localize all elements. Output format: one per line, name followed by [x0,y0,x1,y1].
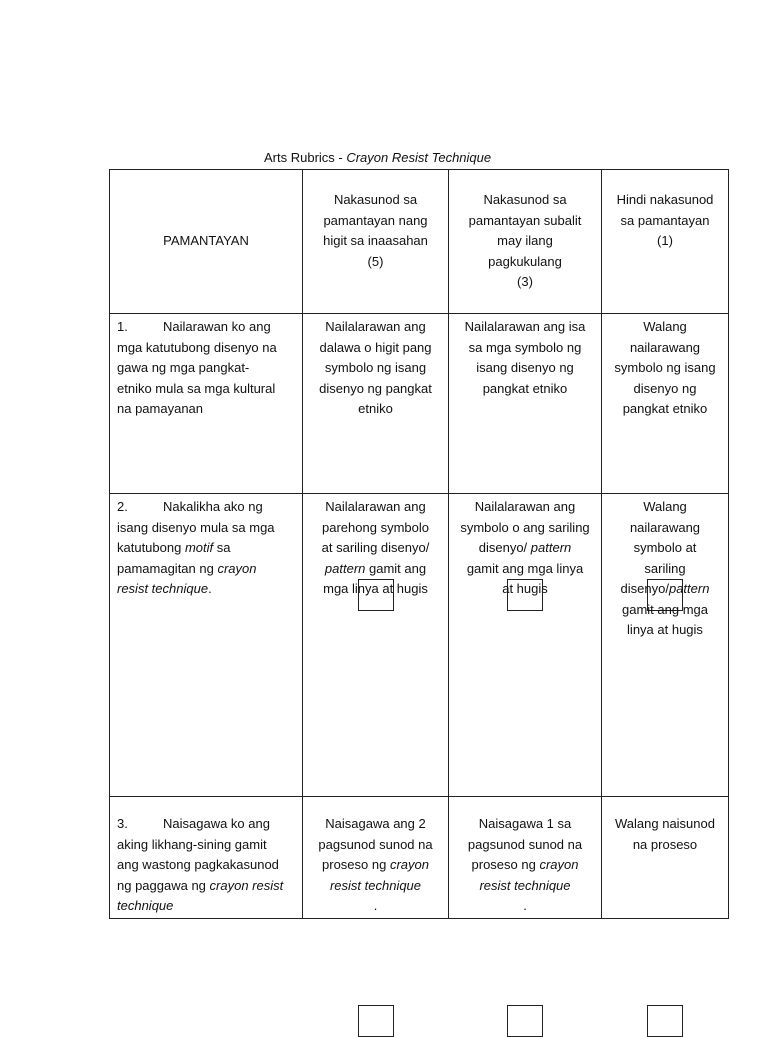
text-line: pangkat etniko [482,380,568,396]
text-line: na pamayanan [117,401,204,416]
text-line: nailarawang [629,519,701,535]
italic-term: resist technique [479,877,571,893]
text-line: sariling [644,560,686,576]
italic-term: resist technique [117,581,209,596]
text-line: Nakasunod sa [483,192,567,207]
text-line: pagsunod sunod na [467,836,583,852]
criterion-number: 1. [117,319,128,334]
text-line: (1) [657,233,673,248]
text-line: isang disenyo mula sa mga [117,519,275,535]
text-line: Walang naisunod [615,816,715,831]
criterion-first-line: Nailarawan ko ang [163,319,271,334]
criterion-text [117,518,296,600]
level-1-cell-1 [602,314,729,494]
italic-term: motif [184,540,214,555]
header-criteria-cell [110,170,303,314]
text-line: etniko mula sa mga kultural [117,380,276,396]
level-5-description [303,494,448,600]
text-line [307,876,444,897]
text-line: dalawa o higit pang [319,339,432,355]
level-5-cell-3 [303,797,449,919]
text-line: resist technique. [117,581,212,596]
level-3-cell-1 [449,314,602,494]
score-checkbox[interactable] [358,1005,394,1037]
text-line [117,896,296,917]
header-level-5 [303,170,448,272]
level-3-description [449,494,601,600]
criterion-row-2 [110,494,729,797]
level-5-cell-1 [303,314,449,494]
text-line: Walang [643,319,687,334]
criterion-text [117,338,296,420]
text-line: (5) [367,253,384,269]
italic-term: pattern [324,560,366,576]
criterion-text [117,835,296,917]
text-line: linya at hugis [627,622,703,637]
level-3-description [449,797,601,917]
text-line: ng paggawa ng crayon resist [117,877,284,893]
header-row [110,170,729,314]
text-line: Naisagawa ang 2 [325,816,426,831]
text-line: Nailalarawan ang isa [464,319,586,334]
criterion-cell-2 [110,494,303,797]
criterion-number: 2. [117,499,128,514]
text-line: disenyo/pattern [620,581,710,596]
italic-term: technique [117,898,174,913]
text-line: isang disenyo ng [476,360,574,375]
criterion-cell-3 [110,797,303,919]
text-line: pamamagitan ng crayon [117,560,257,576]
text-line: pamantayan subalit [468,212,582,228]
title-italic: Crayon Resist Technique [346,150,492,165]
text-line [453,876,597,897]
level-3-cell-2 [449,494,602,797]
text-line: disenyo ng [633,380,697,396]
criterion-first-line: Naisagawa ko ang [163,816,270,831]
text-line: . [373,898,378,913]
level-1-cell-2 [602,494,729,797]
header-level-5-cell [303,170,449,314]
italic-term: pattern [668,581,710,596]
italic-term: crayon [539,857,579,872]
text-line: aking likhang-sining gamit [117,836,267,852]
level-3-description [449,314,601,399]
text-line: mga katutubong disenyo na [117,339,277,355]
criterion-row-3 [110,797,729,919]
text-line: Hindi nakasunod [616,192,714,207]
text-line: sa mga symbolo ng [468,339,582,355]
text-line: symbolo o ang sariling [460,519,590,535]
header-level-1-cell [602,170,729,314]
level-5-description [303,797,448,917]
text-line: etniko [358,401,393,416]
text-line: gamit ang mga linya [466,560,584,576]
text-line: Nakasunod sa [333,192,418,207]
text-line: proseso ng crayon [471,857,579,872]
level-1-description [602,494,728,641]
text-line: (3) [517,274,533,289]
text-line: Nailalarawan ang [325,319,426,334]
italic-term: crayon [389,857,429,872]
text-line: symbolo ng isang [614,360,716,375]
level-1-description [602,797,728,855]
text-line: Nailalarawan ang [474,499,576,514]
header-level-3-cell [449,170,602,314]
criterion-number: 3. [117,816,128,831]
text-line: gawa ng mga pangkat- [117,360,250,375]
header-criteria: PAMANTAYAN [163,233,249,248]
score-checkbox[interactable] [647,1005,683,1037]
level-3-cell-3 [449,797,602,919]
italic-term: crayon [217,560,257,576]
criterion-cell-1 [110,314,303,494]
text-line: . [523,898,527,913]
text-line: mga linya at hugis [323,581,428,596]
text-line: higit sa inaasahan [323,233,428,248]
text-line: parehong symbolo [322,519,429,535]
text-line: symbolo ng isang [324,360,427,375]
level-5-description [303,314,448,420]
text-line: at hugis [502,581,548,596]
text-line: pattern gamit ang [324,560,427,576]
text-line: Naisagawa 1 sa [478,816,572,831]
text-line: pagkukulang [488,253,562,269]
text-line: proseso ng crayon [322,857,429,872]
text-line: pangkat etniko [622,401,708,416]
level-5-cell-2 [303,494,449,797]
text-line: katutubong motif sa [117,540,231,555]
header-level-1 [602,170,728,252]
criterion-first-line: Nakalikha ako ng [163,499,263,514]
text-line: gamit ang mga [622,601,708,617]
text-line: sa pamantayan [620,212,710,228]
text-line: pagsunod sunod na [318,836,433,852]
text-line: na proseso [632,836,698,852]
italic-term: crayon resist [209,877,284,893]
text-line: may ilang [497,233,553,248]
score-checkbox[interactable] [507,1005,543,1037]
text-line: symbolo at [633,540,697,555]
text-line: disenyo ng pangkat [319,380,432,396]
level-1-cell-3 [602,797,729,919]
criterion-row-1 [110,314,729,494]
text-line: at sariling disenyo/ [321,540,430,555]
level-1-description [602,314,728,420]
text-line: Nailalarawan ang [325,499,426,514]
text-line: nailarawang [629,339,701,355]
italic-term: resist technique [329,877,422,893]
italic-term: pattern [530,540,572,555]
text-line: Walang [643,499,687,514]
rubric-table [109,169,729,919]
text-line: disenyo/ pattern [478,540,572,555]
title-prefix: Arts Rubrics - [264,150,347,165]
text-line: ang wastong pagkakasunod [117,857,279,872]
header-level-3 [449,170,601,293]
document-title [264,150,491,165]
text-line: pamantayan nang [323,212,428,228]
